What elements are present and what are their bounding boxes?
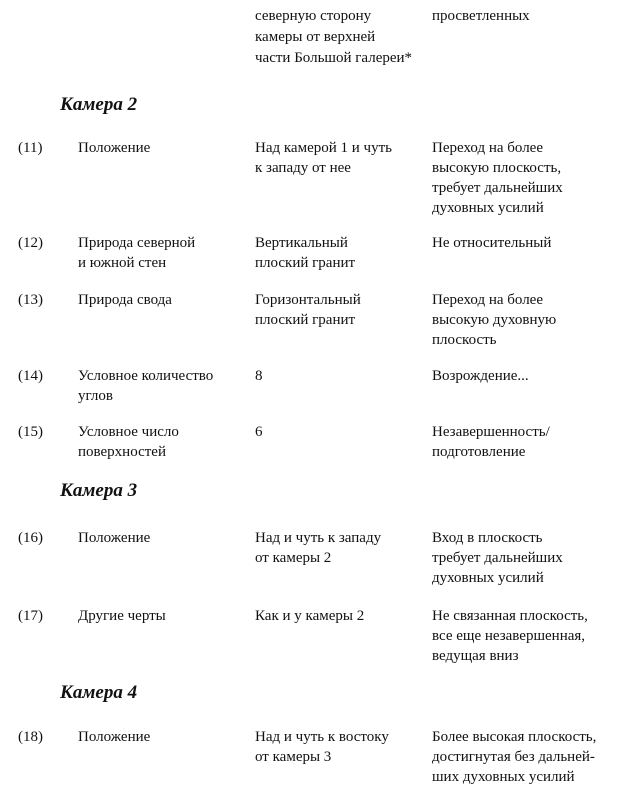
row-meaning	[432, 366, 622, 386]
section-heading-chamber-4: Камера 4	[60, 682, 138, 703]
row-meaning	[432, 606, 622, 666]
text-line: и южной стен	[78, 255, 167, 271]
row-value	[255, 606, 425, 626]
row-feature	[78, 138, 248, 158]
row-value	[255, 727, 425, 767]
text-line: Положение	[78, 140, 151, 156]
row-meaning	[432, 233, 622, 253]
text-line: Незавершенность/	[432, 424, 550, 440]
row-number: (15)	[18, 424, 43, 440]
text-line: Над камерой 1 и чуть	[255, 140, 392, 156]
text-line: плоский гранит	[255, 312, 356, 328]
row-meaning	[432, 727, 622, 787]
row-meaning	[432, 138, 622, 218]
row-value	[255, 528, 425, 568]
row-value	[255, 138, 425, 178]
text-line: достигнутая без дальней-	[432, 749, 595, 765]
text-line: Более высокая плоскость,	[432, 729, 597, 745]
text-line: Положение	[78, 530, 151, 546]
text-line: Вход в плоскость	[432, 530, 543, 546]
row-meaning	[432, 528, 622, 588]
text-line: поверхностей	[78, 444, 166, 460]
text-line: 8	[255, 368, 263, 384]
text-line: к западу от нее	[255, 160, 351, 176]
text-line: Горизонтальный	[255, 292, 361, 308]
text-line: от камеры 2	[255, 550, 332, 566]
row-value	[255, 422, 425, 442]
text-line: части Большой галереи*	[255, 50, 413, 66]
text-line: Другие черты	[78, 608, 166, 624]
text-line: Возрождение...	[432, 368, 529, 384]
text-line: все еще незавершенная,	[432, 628, 586, 644]
text-line: подготовление	[432, 444, 526, 460]
row-feature	[78, 422, 248, 462]
text-line: плоскость	[432, 332, 497, 348]
text-line: камеры от верхней	[255, 29, 376, 45]
text-line: Положение	[78, 729, 151, 745]
top-continuation-meaning	[432, 6, 622, 26]
text-line: ших духовных усилий	[432, 769, 575, 785]
row-number: (12)	[18, 235, 43, 251]
text-line: от камеры 3	[255, 749, 332, 765]
text-line: духовных усилий	[432, 570, 544, 586]
section-heading-chamber-2: Камера 2	[60, 94, 138, 115]
row-feature	[78, 290, 248, 310]
row-number: (14)	[18, 368, 43, 384]
text-line: Условное количество	[78, 368, 214, 384]
text-line: 6	[255, 424, 263, 440]
row-value	[255, 366, 425, 386]
text-line: углов	[78, 388, 113, 404]
text-line: плоский гранит	[255, 255, 356, 271]
row-number: (11)	[18, 140, 43, 156]
row-number: (13)	[18, 292, 43, 308]
row-value	[255, 233, 425, 273]
row-number: (18)	[18, 729, 43, 745]
text-line: требует дальнейших	[432, 180, 563, 196]
row-number: (16)	[18, 530, 43, 546]
text-line: Не относительный	[432, 235, 552, 251]
row-number: (17)	[18, 608, 43, 624]
text-line: ведущая вниз	[432, 648, 519, 664]
text-line: Условное число	[78, 424, 179, 440]
row-feature	[78, 528, 248, 548]
text-line: Как и у камеры 2	[255, 608, 365, 624]
row-feature	[78, 233, 248, 273]
text-line: Вертикальный	[255, 235, 348, 251]
text-line: требует дальнейших	[432, 550, 563, 566]
row-meaning	[432, 422, 622, 462]
section-heading-chamber-3: Камера 3	[60, 480, 138, 501]
text-line: Природа свода	[78, 292, 172, 308]
text-line: высокую плоскость,	[432, 160, 562, 176]
text-line: Над и чуть к востоку	[255, 729, 389, 745]
text-line: просветленных	[432, 8, 530, 24]
text-line: Не связанная плоскость,	[432, 608, 588, 624]
text-line: Переход на более	[432, 292, 543, 308]
row-feature	[78, 727, 248, 747]
text-line: духовных усилий	[432, 200, 544, 216]
text-line: Переход на более	[432, 140, 543, 156]
top-continuation-value	[255, 6, 425, 69]
text-line: Над и чуть к западу	[255, 530, 382, 546]
row-feature	[78, 606, 248, 626]
row-feature	[78, 366, 248, 406]
row-meaning	[432, 290, 622, 350]
text-line: Природа северной	[78, 235, 196, 251]
text-line: высокую духовную	[432, 312, 557, 328]
text-line: северную сторону	[255, 8, 372, 24]
row-value	[255, 290, 425, 330]
